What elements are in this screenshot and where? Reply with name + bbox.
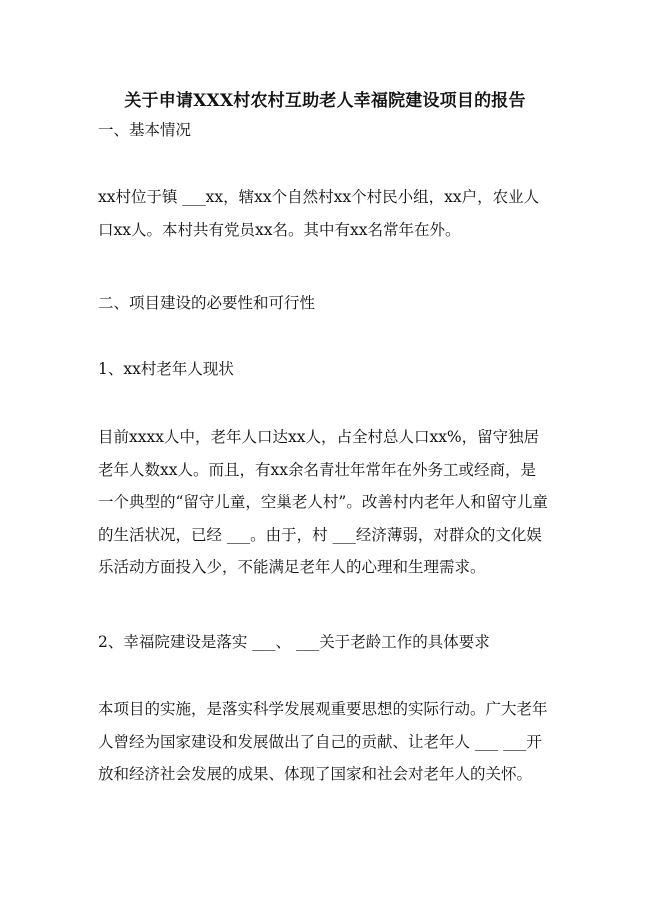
section-1-heading: 一、基本情况 — [98, 121, 192, 139]
document-title: 关于申请XXX村农村互助老人幸福院建设项目的报告 — [124, 91, 526, 111]
section-2-heading: 二、项目建设的必要性和可行性 — [98, 294, 316, 312]
subsection-2-paragraph: 本项目的实施，是落实科学发展观重要思想的实际行动。广大老年人曾经为国家建设和发展做出了自己的贡献、让老年人 ___ ___开放和经济社会发展的成果、体现了国家和社会对老年人的关怀。 — [98, 700, 548, 783]
subsection-1-heading: 1、xx村老年人现状 — [98, 360, 234, 378]
section-1-paragraph: xx村位于镇 ___xx，辖xx个自然村xx个村民小组，xx户，农业人口xx人。本村共有党员xx名。其中有xx名常年在外。 — [98, 188, 540, 239]
subsection-2-heading: 2、幸福院建设是落实 ___、 ___关于老龄工作的具体要求 — [98, 633, 490, 651]
subsection-1-paragraph: 目前xxxx人中，老年人口达xx人，占全村总人口xx%，留守独居老年人数xx人。而且，有xx余名青壮年常年在外务工或经商，是一个典型的“留守儿童，空巢老人村”。改善村内老年人和留守儿童的生活状况，已经 ___。由于，村 ___经济薄弱，对群众的文化娱乐活动方面投入少，不能满足老年人的心理和生理需求。 — [98, 428, 548, 576]
